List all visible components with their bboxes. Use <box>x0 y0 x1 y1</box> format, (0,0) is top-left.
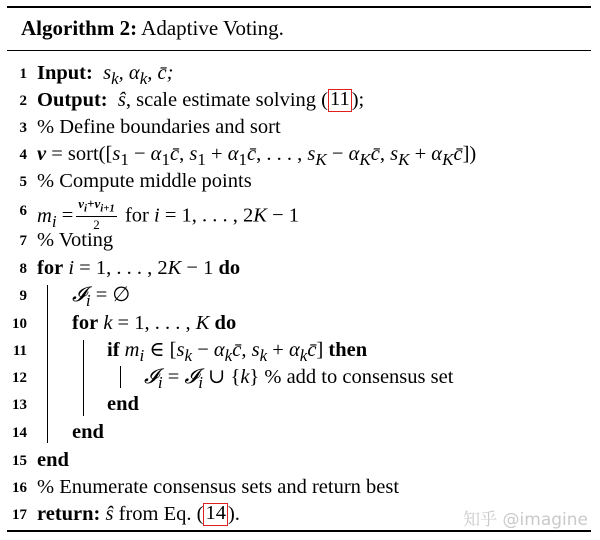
fraction: $\frac{v_i+v_{i+1}}{2}$ <box>78 196 115 232</box>
algo-line-12 <box>7 364 591 391</box>
algo-line-10 <box>7 310 591 337</box>
algo-line-1 <box>7 60 591 87</box>
caption-title: Adaptive Voting. <box>141 16 284 40</box>
algo-line-14 <box>7 419 591 446</box>
bottom-rule <box>7 530 591 532</box>
line-number: 4 <box>19 147 27 163</box>
line-number: 14 <box>12 425 27 441</box>
caption-rule <box>7 50 591 51</box>
equation-ref-link[interactable]: 14 <box>205 502 226 524</box>
for-statement: for k = 1, . . . , K do <box>72 312 237 334</box>
algo-line-2 <box>7 87 591 114</box>
return-statement: return: ŝ from Eq. (14). <box>37 502 240 525</box>
line-number: 1 <box>19 66 27 82</box>
if-statement: if $m_i$ ∈ [$s_k$ − $\alpha_kc̄$, $s_k$ + $\alpha_kc̄$] then <box>107 339 368 366</box>
comment: % Define boundaries and sort <box>37 116 281 138</box>
midpoint-statement: $m_i$ = $\frac{v_i+v_{i+1}}{2}$ for i = 1, . . . , 2K − 1 <box>37 196 299 232</box>
for-block-bar <box>47 285 48 443</box>
algo-line-11 <box>7 337 591 364</box>
algo-line-7 <box>7 227 591 254</box>
for-statement: for i = 1, . . . , 2K − 1 do <box>37 257 241 279</box>
sort-statement: $v = sort([s_1$ − $\alpha_1c̄$, $s_1$ + $\alpha_1c̄$, . . . , $s_K$ − $\alpha_Kc̄$, $s_K$ + $\alpha_Kc̄$]) <box>37 143 477 170</box>
algo-line-5 <box>7 168 591 195</box>
algo-line-4 <box>7 141 591 168</box>
end-keyword: end <box>107 393 139 415</box>
line-number: 11 <box>12 343 27 359</box>
for-block-bar <box>83 340 84 416</box>
line-code: Output: ŝ, scale estimate solving (11); <box>37 88 365 111</box>
update-statement: 𝓘$_i$ = 𝓘$_i$ ∪ {k} % add to consensus set <box>144 366 454 393</box>
init-statement: 𝓘$_i$ = ∅ <box>72 284 131 311</box>
algo-line-13 <box>7 391 591 418</box>
line-number: 5 <box>19 174 27 190</box>
end-keyword: end <box>72 421 104 443</box>
comment: % Compute middle points <box>37 170 252 192</box>
keyword: Input: <box>37 62 93 84</box>
line-number: 10 <box>12 316 27 332</box>
equation-ref-link[interactable]: 11 <box>329 88 350 110</box>
line-number: 3 <box>19 120 27 136</box>
line-number: 17 <box>12 507 27 523</box>
algo-line-3 <box>7 114 591 141</box>
line-number: 9 <box>19 288 27 304</box>
keyword: Output: <box>37 89 108 111</box>
algorithm-caption <box>21 16 284 41</box>
watermark-text: 知乎 @imagine <box>463 510 588 530</box>
line-number: 16 <box>12 480 27 496</box>
line-number: 6 <box>19 203 27 219</box>
comment: % Voting <box>37 229 114 251</box>
algo-line-15 <box>7 447 591 474</box>
caption-label: Algorithm 2: <box>21 16 138 40</box>
algo-line-8 <box>7 255 591 282</box>
line-number: 8 <box>19 261 27 277</box>
comment: % Enumerate consensus sets and return best <box>37 476 400 498</box>
if-block-bar <box>120 366 121 388</box>
line-number: 7 <box>19 233 27 249</box>
line-number: 13 <box>12 397 27 413</box>
input-vars: $s_k$, $\alpha_k$, c̄; <box>103 62 174 89</box>
algorithm-box <box>7 6 591 532</box>
algo-line-16 <box>7 474 591 501</box>
end-keyword: end <box>37 449 69 471</box>
line-number: 12 <box>12 370 27 386</box>
line-number: 2 <box>19 93 27 109</box>
algo-line-9 <box>7 282 591 309</box>
algo-line-6 <box>7 196 591 232</box>
top-rule <box>7 6 591 8</box>
line-number: 15 <box>12 453 27 469</box>
